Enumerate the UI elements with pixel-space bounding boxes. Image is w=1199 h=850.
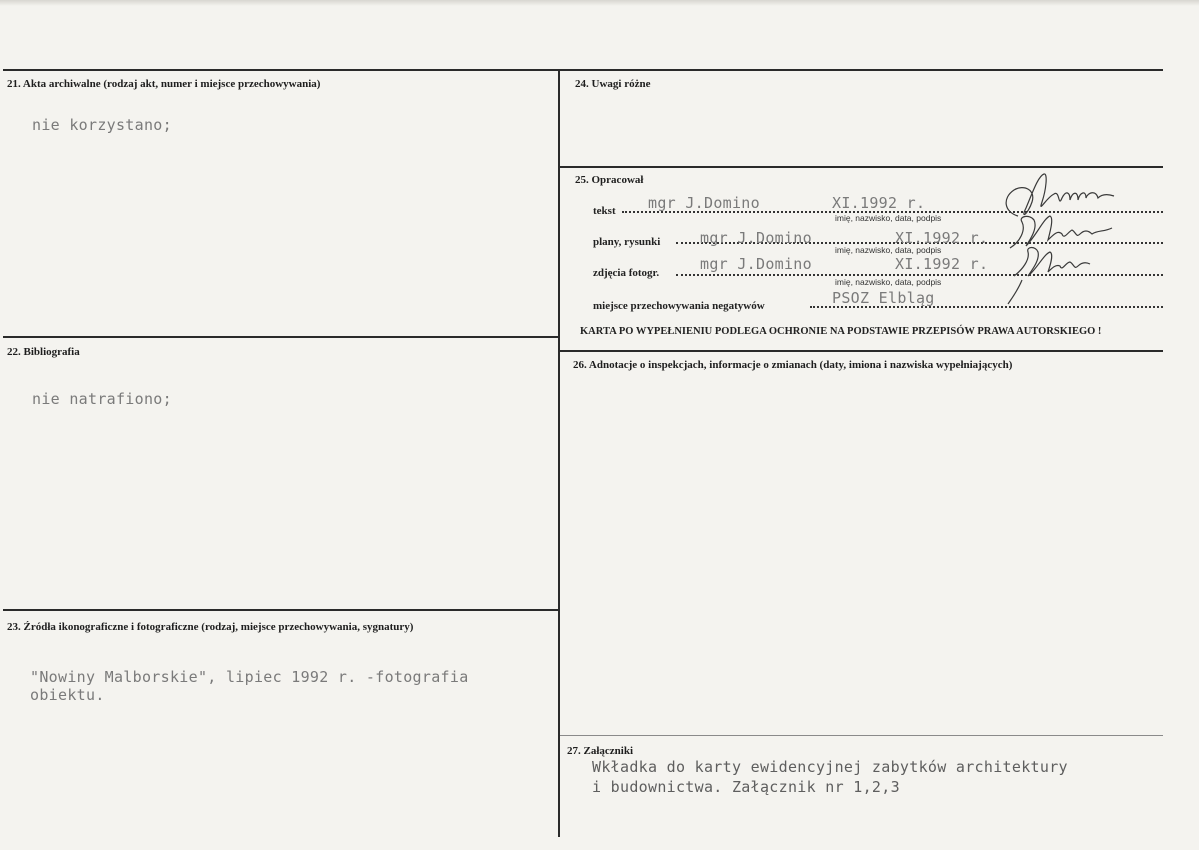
section-21-value: nie korzystano; [32,116,172,134]
section-22-header: 22. Bibliografia [7,346,80,358]
section-27-value-line1: Wkładka do karty ewidencyjnej zabytków architektury [592,758,1068,776]
section-26-header: 26. Adnotacje o inspekcjach, informacje o zmianach (daty, imiona i nazwiska wypełniających) [573,359,1013,371]
section-22-value: nie natrafiono; [32,390,172,408]
section-25-header: 25. Opracował [575,174,644,186]
zdjecia-label: zdjęcia fotogr. [593,267,660,279]
paper-top-edge [0,0,1199,6]
copyright-notice: KARTA PO WYPEŁNIENIU PODLEGA OCHRONIE NA PODSTAWIE PRZEPISÓW PRAWA AUTORSKIEGO ! [580,326,1102,337]
top-rule [3,69,1163,71]
right-divider-26 [560,350,1163,352]
negatywy-label: miejsce przechowywania negatywów [593,300,765,312]
section-23-header: 23. Źródła ikonograficzne i fotograficzne (rodzaj, miejsce przechowywania, sygnatury) [7,621,414,633]
right-divider-27 [560,735,1163,736]
tekst-label: tekst [593,205,616,217]
zdjecia-caption: imię, nazwisko, data, podpis [835,277,942,287]
section-27-header: 27. Załączniki [567,745,634,757]
plany-label: plany, rysunki [593,236,661,248]
zdjecia-date: XI.1992 r. [895,255,989,273]
section-24-header: 24. Uwagi różne [575,78,651,90]
tekst-name: mgr J.Domino [648,194,760,212]
section-21-header: 21. Akta archiwalne (rodzaj akt, numer i miejsce przechowywania) [7,78,321,90]
center-divider [558,69,560,837]
left-divider-23 [3,609,560,611]
negatywy-value: PSOZ Elbląg [832,289,935,307]
section-23-value-line1: "Nowiny Malborskie", lipiec 1992 r. -fotografia [30,668,469,686]
section-27-value-line2: i budownictwa. Załącznik nr 1,2,3 [592,778,900,796]
section-23-value-line2: obiektu. [30,686,105,704]
plany-caption: imię, nazwisko, data, podpis [835,245,942,255]
plany-date: XI.1992 r. [895,229,989,247]
left-divider-22 [3,336,560,338]
plany-name: mgr J.Domino [700,229,812,247]
tekst-date: XI.1992 r. [832,194,926,212]
zdjecia-name: mgr J.Domino [700,255,812,273]
tekst-caption: imię, nazwisko, data, podpis [835,213,942,223]
signature-3 [1000,240,1100,310]
